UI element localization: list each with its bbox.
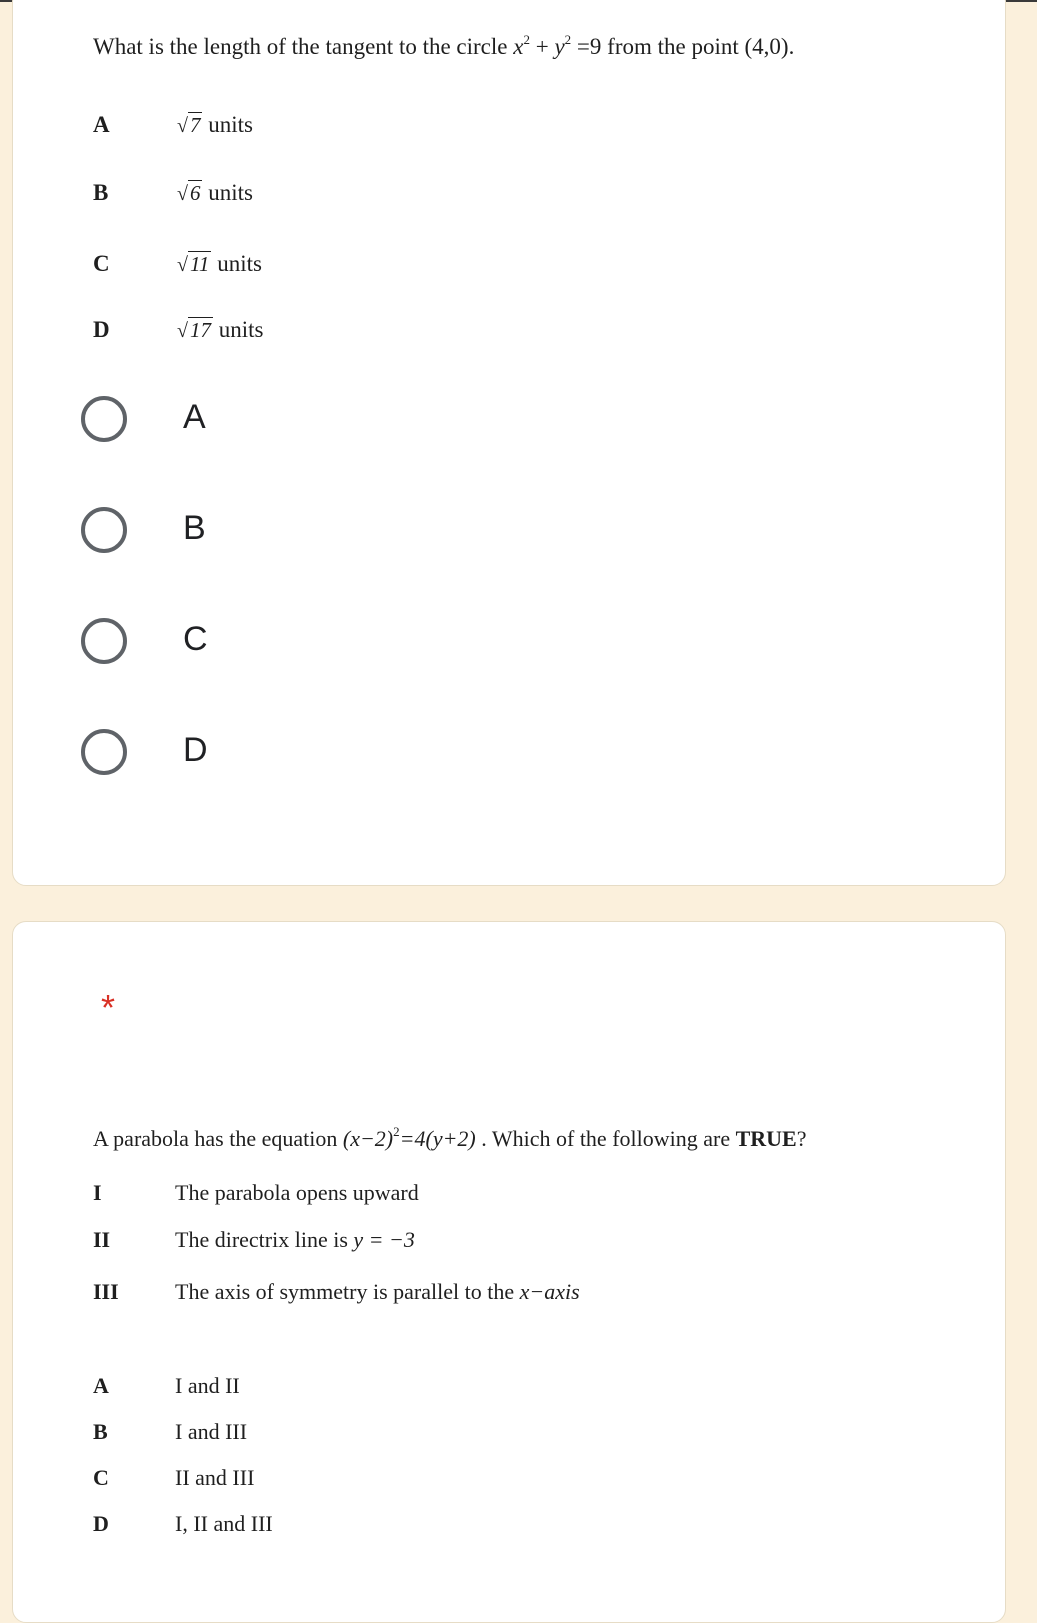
radio-option-d[interactable] — [81, 729, 381, 785]
true-emphasis: TRUE — [735, 1126, 797, 1151]
radio-label-b: B — [183, 509, 206, 547]
option-letter: A — [93, 1373, 109, 1398]
option-value: √17 units — [177, 317, 264, 342]
option-letter: A — [93, 112, 110, 137]
radio-label-a: A — [183, 398, 206, 436]
radio-button-c[interactable] — [81, 618, 127, 664]
statement-text: The directrix line is y = −3 — [175, 1227, 415, 1252]
option-value: √11 units — [177, 251, 262, 276]
sqrt-symbol: √17 — [177, 318, 211, 342]
sqrt-symbol: √6 — [177, 181, 201, 205]
radio-button-b[interactable] — [81, 507, 127, 553]
question-1-middle: from the point — [607, 34, 739, 59]
parabola-equation: $(x-2)^2=4(y+2)$ — [342, 1124, 476, 1151]
radio-button-a[interactable] — [81, 396, 127, 442]
option-text: I and II — [175, 1373, 240, 1398]
radio-option-b[interactable] — [81, 507, 381, 563]
radio-label-d: D — [183, 731, 208, 769]
question-card-1 — [12, 0, 1006, 886]
question-1-text — [93, 32, 794, 60]
option-value: √7 units — [177, 112, 253, 137]
question-2-prefix: A parabola has the equation — [93, 1126, 338, 1151]
option-text: I, II and III — [175, 1511, 273, 1536]
radio-option-a[interactable] — [81, 396, 381, 452]
option-letter: B — [93, 1419, 108, 1444]
circle-equation: $x^2 + y^2 =9$ — [513, 32, 602, 59]
statement-number: II — [93, 1227, 111, 1252]
statement-text: The axis of symmetry is parallel to the x−axis — [175, 1279, 580, 1304]
option-letter: C — [93, 251, 110, 276]
sqrt-symbol: √11 — [177, 252, 210, 276]
statement-number: I — [93, 1180, 102, 1205]
option-value: √6 units — [177, 180, 253, 205]
required-asterisk: * — [101, 987, 116, 1028]
statement-number: III — [93, 1279, 119, 1304]
option-text: I and III — [175, 1419, 248, 1444]
option-text: II and III — [175, 1465, 255, 1490]
option-letter: C — [93, 1465, 109, 1490]
option-letter: D — [93, 1511, 109, 1536]
option-letter: D — [93, 317, 110, 342]
question-card-2 — [12, 921, 1006, 1623]
question-2-text: A parabola has the equation $(x-2)^2=4(y+2)$ . Which of the following are TRUE? — [93, 1124, 807, 1151]
question-1-point: (4,0). — [744, 34, 795, 59]
question-1-prefix: What is the length of the tangent to the circle — [93, 34, 508, 59]
option-letter: B — [93, 180, 109, 205]
statement-text: The parabola opens upward — [175, 1180, 419, 1205]
sqrt-symbol: √7 — [177, 113, 201, 137]
radio-button-d[interactable] — [81, 729, 127, 775]
radio-option-c[interactable] — [81, 618, 381, 674]
radio-label-c: C — [183, 620, 208, 658]
